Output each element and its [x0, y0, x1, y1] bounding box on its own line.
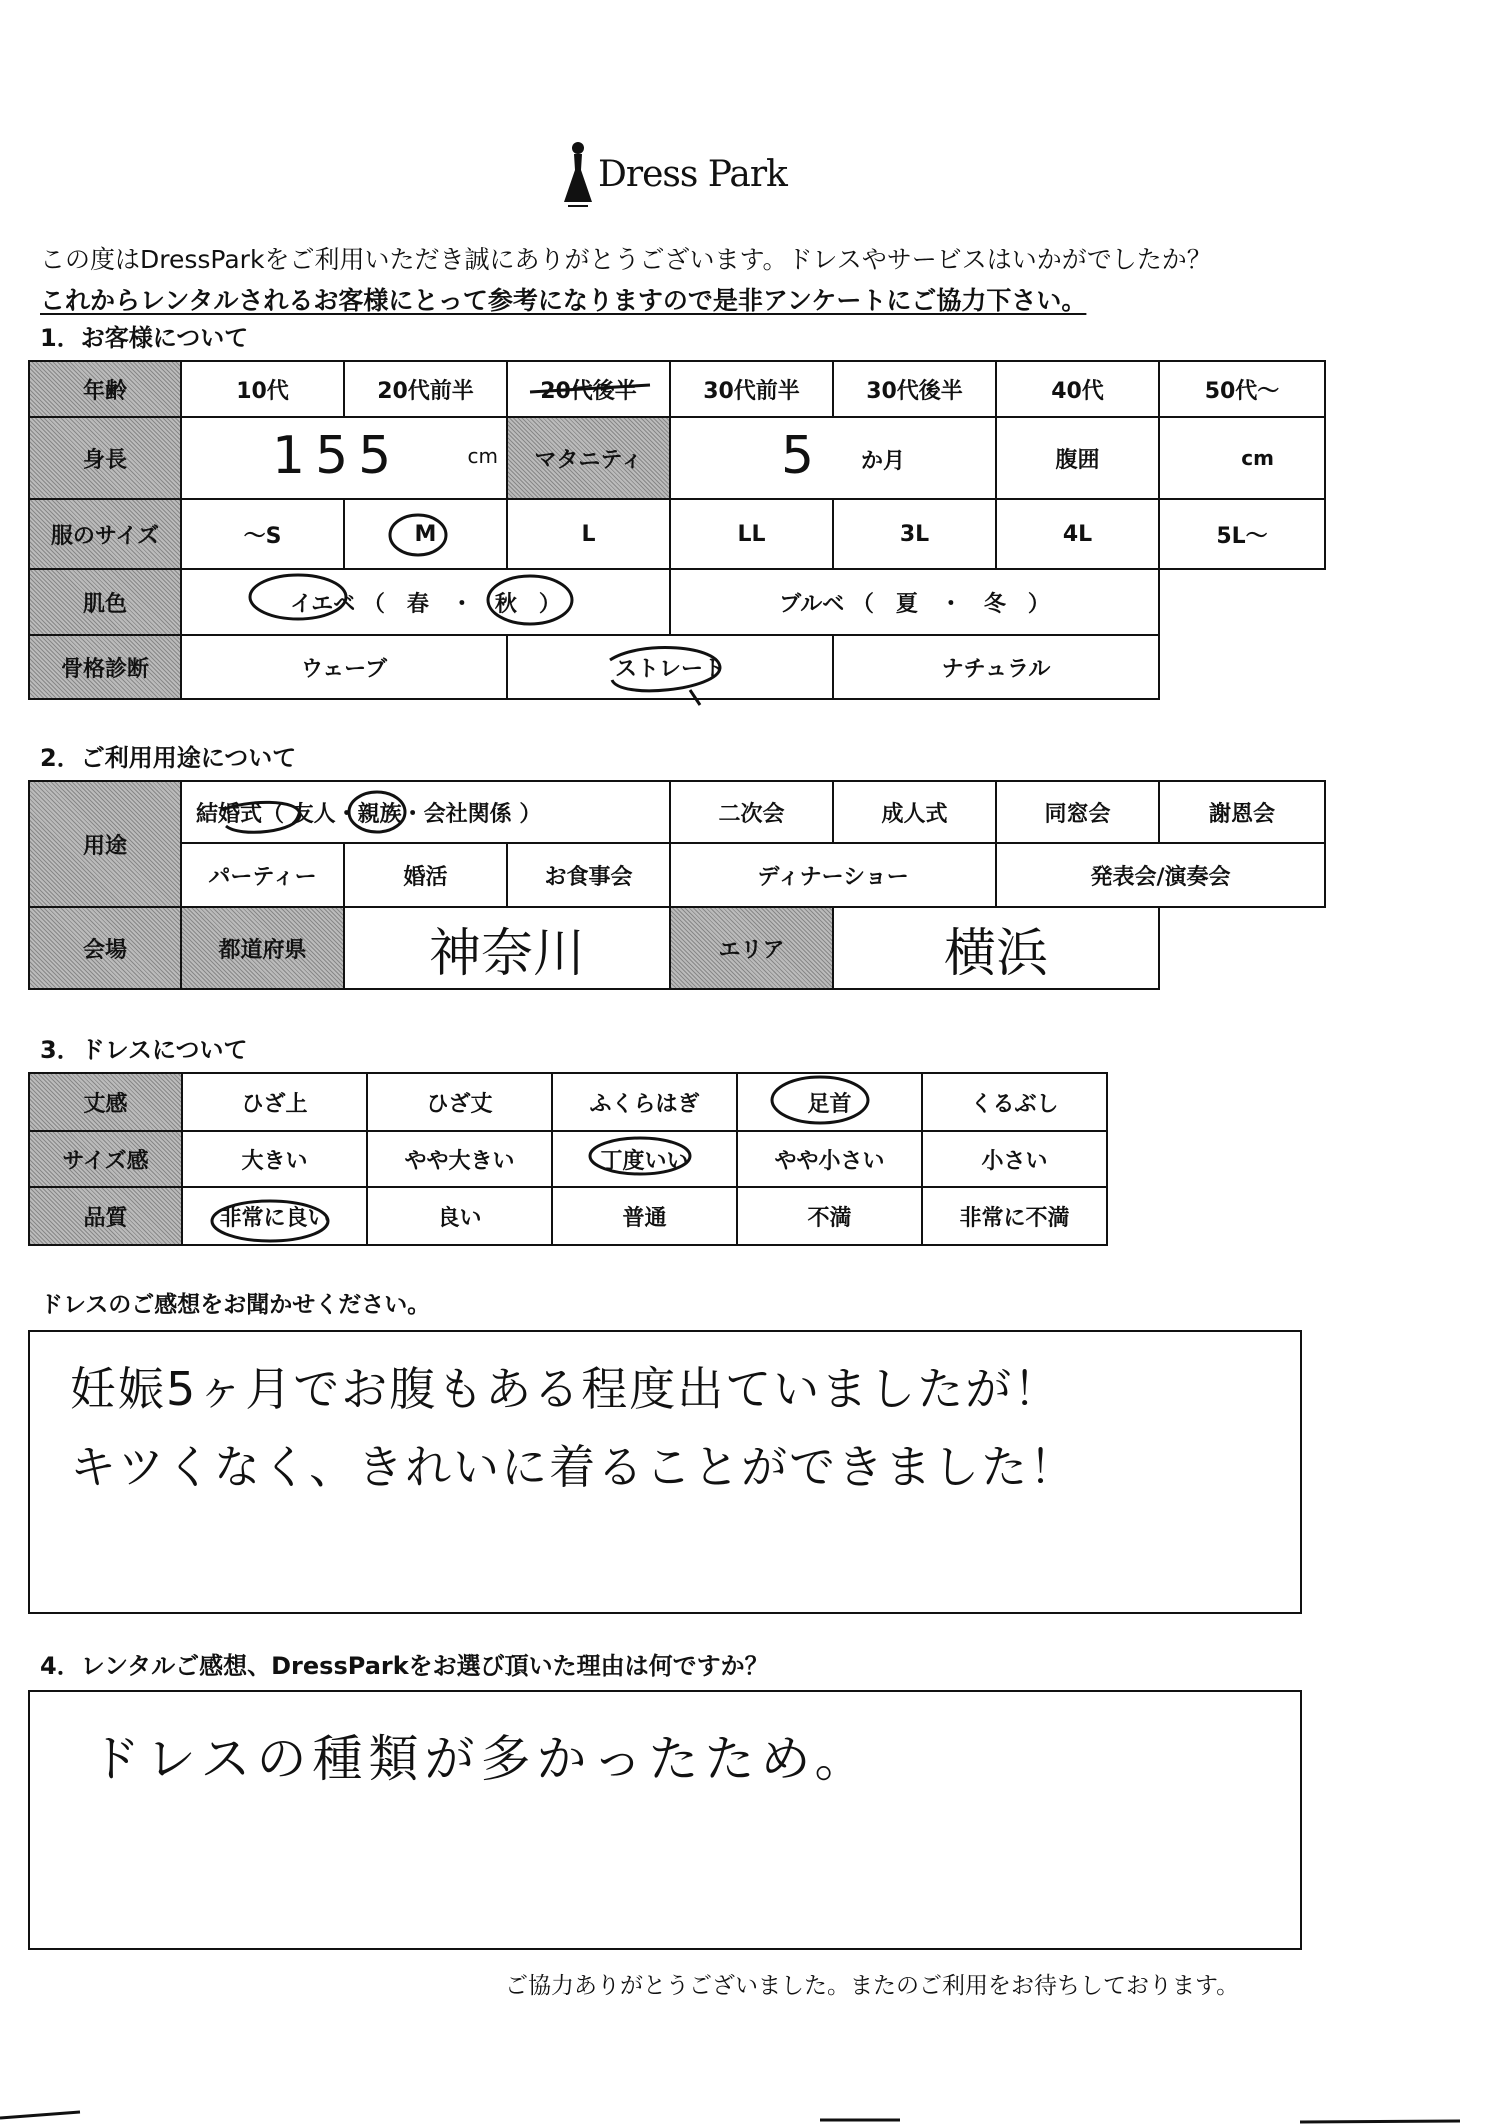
quality-option[interactable]: 不満	[737, 1187, 922, 1245]
waist-label: 腹囲	[996, 417, 1159, 499]
impression-line-2: キツくなく、きれいに着ることができました！	[70, 1440, 1078, 1494]
section-2-heading: 2．ご利用用途について	[40, 744, 297, 772]
fit-label: サイズ感	[29, 1131, 182, 1187]
height-unit: cm	[467, 444, 498, 468]
purpose-row-1	[29, 781, 1325, 843]
height-value: 155	[272, 426, 402, 486]
age-option-selected[interactable]: 20代後半	[507, 361, 670, 417]
frame-option[interactable]: ウェーブ	[181, 635, 507, 699]
height-label: 身長	[29, 417, 181, 499]
height-row	[29, 417, 1325, 499]
impression-line-1: 妊娠5ヶ月でお腹もある程度出ていましたが！	[70, 1362, 1062, 1416]
size-option[interactable]: 5L～	[1159, 499, 1325, 569]
age-option[interactable]: 20代前半	[344, 361, 507, 417]
purpose-option[interactable]: 謝恩会	[1159, 781, 1325, 843]
skin-blue-seasons: （ 夏 ・ 冬 ）	[851, 591, 1050, 617]
skin-yellow-seasons: （ 春 ・ 秋 ）	[362, 591, 561, 617]
venue-label: 会場	[29, 907, 181, 989]
length-option[interactable]: ひざ上	[182, 1073, 367, 1131]
intro-line-2: これからレンタルされるお客様にとって参考になりますので是非アンケートにご協力下さい。	[40, 286, 1087, 315]
maternity-value: 5	[781, 426, 815, 486]
fit-option[interactable]: 小さい	[922, 1131, 1107, 1187]
quality-option-selected[interactable]: 非常に良い	[182, 1187, 367, 1245]
maternity-field[interactable]	[670, 417, 996, 499]
dress-silhouette-icon	[560, 140, 596, 216]
size-option[interactable]: 4L	[996, 499, 1159, 569]
purpose-label: 用途	[29, 781, 181, 907]
dress-table	[28, 1072, 1108, 1246]
quality-option[interactable]: 普通	[552, 1187, 737, 1245]
frame-label: 骨格診断	[29, 635, 181, 699]
length-option[interactable]: くるぶし	[922, 1073, 1107, 1131]
area-label: エリア	[670, 907, 833, 989]
prefecture-value: 神奈川	[429, 923, 586, 984]
length-option-selected[interactable]: 足首	[737, 1073, 922, 1131]
age-option[interactable]: 40代	[996, 361, 1159, 417]
fit-option[interactable]: やや大きい	[367, 1131, 552, 1187]
quality-label: 品質	[29, 1187, 182, 1245]
purpose-wedding-option[interactable]: 結婚式（ 友人・親族・会社関係 ）	[181, 781, 670, 843]
purpose-option[interactable]: お食事会	[507, 843, 670, 907]
area-field[interactable]	[833, 907, 1159, 989]
dresspark-logo	[560, 140, 800, 220]
skin-yellow-label: イエベ	[290, 591, 356, 617]
prefecture-label: 都道府県	[181, 907, 344, 989]
reason-answer-box[interactable]	[28, 1690, 1302, 1950]
maternity-unit: か月	[861, 449, 906, 474]
height-field[interactable]	[181, 417, 507, 499]
size-option[interactable]: L	[507, 499, 670, 569]
impression-prompt: ドレスのご感想をお聞かせください。	[40, 1292, 431, 1318]
age-label: 年齢	[29, 361, 181, 417]
purpose-option[interactable]: ディナーショー	[670, 843, 996, 907]
purpose-option[interactable]: 同窓会	[996, 781, 1159, 843]
fit-option[interactable]: 大きい	[182, 1131, 367, 1187]
purpose-option[interactable]: 二次会	[670, 781, 833, 843]
closing-message: ご協力ありがとうございました。またのご利用をお待ちしております。	[505, 1973, 1240, 1999]
age-option[interactable]: 30代前半	[670, 361, 833, 417]
section-1-heading: 1．お客様について	[40, 324, 249, 352]
prefecture-field[interactable]	[344, 907, 670, 989]
size-option[interactable]: LL	[670, 499, 833, 569]
section-3-heading: 3．ドレスについて	[40, 1036, 248, 1064]
purpose-option[interactable]: 発表会/演奏会	[996, 843, 1325, 907]
intro-line-1: この度はDressParkをご利用いただき誠にありがとうございます。ドレスやサービスはいかがでしたか？	[40, 245, 1212, 274]
age-row	[29, 361, 1325, 417]
length-option[interactable]: ふくらはぎ	[552, 1073, 737, 1131]
age-option[interactable]: 50代～	[1159, 361, 1325, 417]
size-row	[29, 499, 1325, 569]
reason-answer: ドレスの種類が多かったため。	[90, 1730, 871, 1788]
skin-blue-option[interactable]	[670, 569, 1159, 635]
scan-noise	[0, 2112, 1460, 2122]
purpose-option[interactable]: 婚活	[344, 843, 507, 907]
length-row	[29, 1073, 1107, 1131]
frame-option[interactable]: ナチュラル	[833, 635, 1159, 699]
size-label: 服のサイズ	[29, 499, 181, 569]
frame-option-selected[interactable]: ストレート	[507, 635, 833, 699]
size-option[interactable]: ～S	[181, 499, 344, 569]
waist-field[interactable]	[1159, 417, 1325, 499]
venue-row	[29, 907, 1325, 989]
quality-option[interactable]: 良い	[367, 1187, 552, 1245]
quality-option[interactable]: 非常に不満	[922, 1187, 1107, 1245]
logo-text: Dress Park	[598, 154, 787, 195]
customer-table	[28, 360, 1326, 700]
purpose-table	[28, 780, 1326, 990]
section-4-heading: 4．レンタルご感想、DressParkをお選び頂いた理由は何ですか？	[40, 1652, 769, 1680]
age-option[interactable]: 30代後半	[833, 361, 996, 417]
age-option[interactable]: 10代	[181, 361, 344, 417]
length-label: 丈感	[29, 1073, 182, 1131]
impression-answer-box[interactable]	[28, 1330, 1302, 1614]
purpose-option[interactable]: 成人式	[833, 781, 996, 843]
fit-option[interactable]: やや小さい	[737, 1131, 922, 1187]
area-value: 横浜	[944, 923, 1049, 984]
skin-label: 肌色	[29, 569, 181, 635]
size-option[interactable]: 3L	[833, 499, 996, 569]
frame-row	[29, 635, 1325, 699]
fit-option-selected[interactable]: 丁度いい	[552, 1131, 737, 1187]
skin-yellow-option[interactable]	[181, 569, 670, 635]
skin-blue-label: ブルベ	[779, 591, 845, 617]
length-option[interactable]: ひざ丈	[367, 1073, 552, 1131]
fit-row	[29, 1131, 1107, 1187]
waist-unit: cm	[1241, 445, 1274, 470]
quality-row	[29, 1187, 1107, 1245]
purpose-row-2	[29, 843, 1325, 907]
size-option-selected[interactable]: M	[344, 499, 507, 569]
purpose-option[interactable]: パーティー	[181, 843, 344, 907]
maternity-label: マタニティ	[507, 417, 670, 499]
skin-row	[29, 569, 1325, 635]
